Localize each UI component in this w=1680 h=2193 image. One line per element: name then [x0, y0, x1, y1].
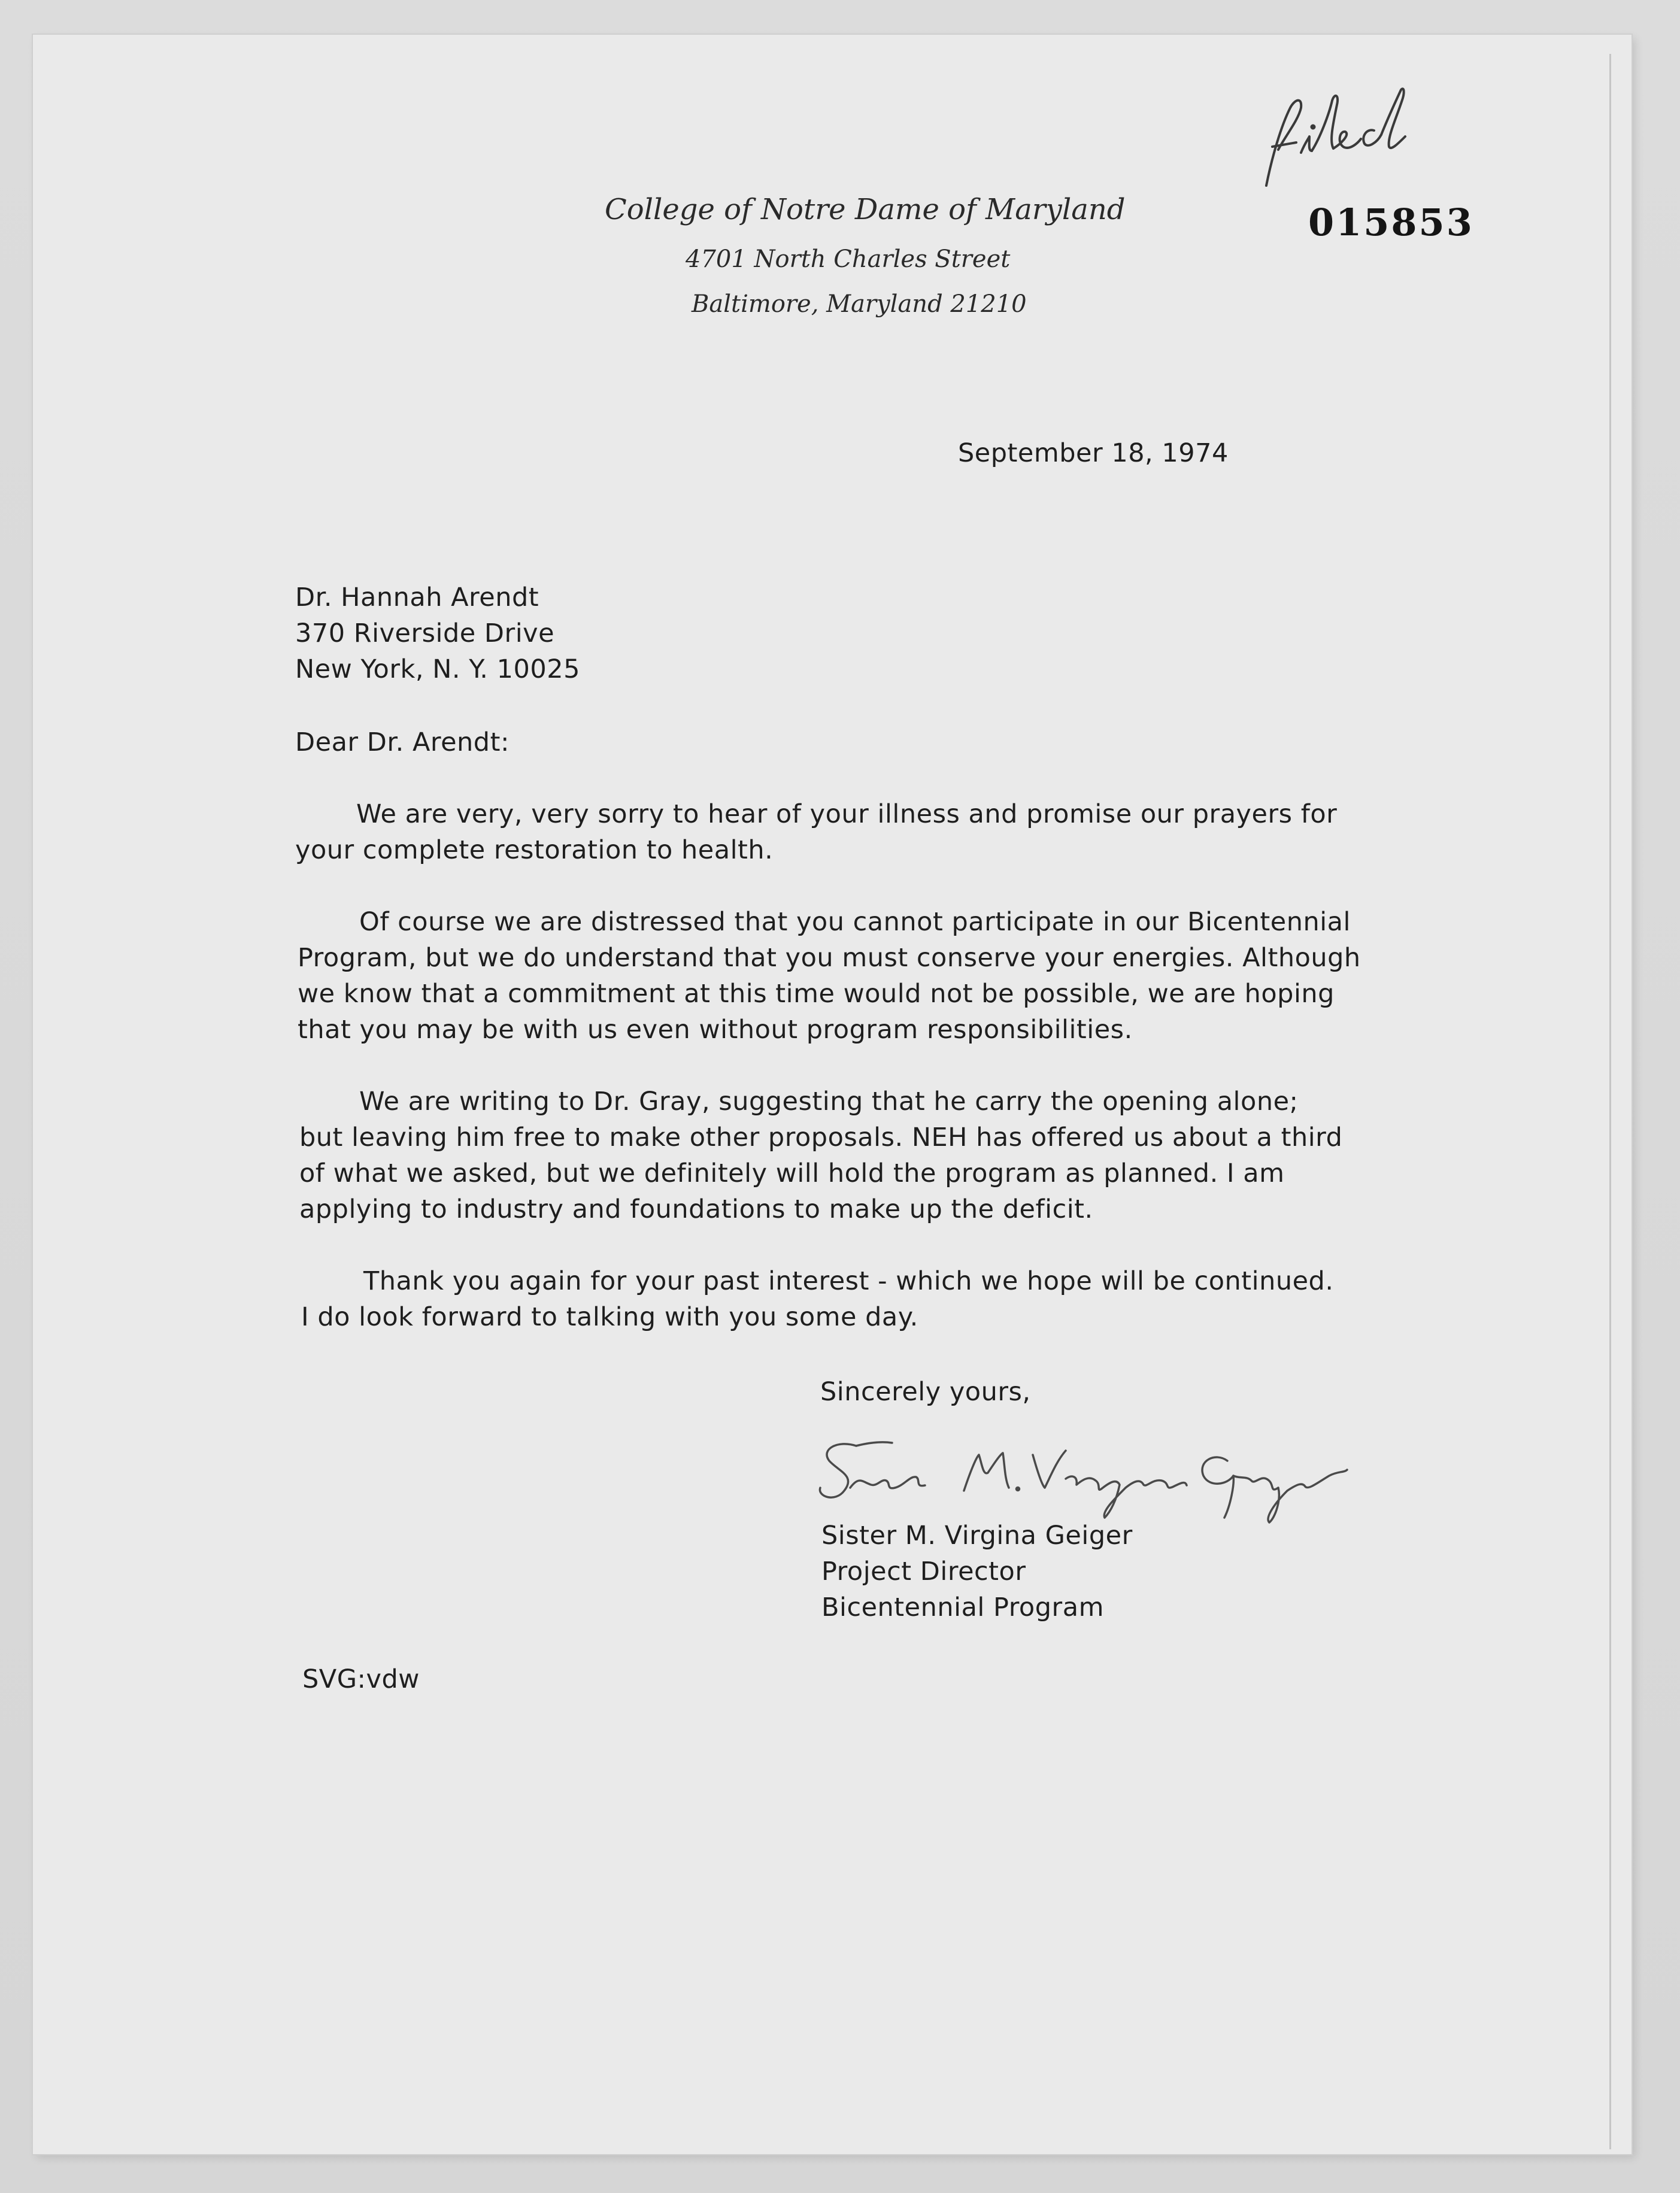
closing: Sincerely yours,	[820, 1377, 1031, 1407]
paragraph-line: your complete restoration to health.	[295, 835, 774, 865]
signer-name: Sister M. Virgina Geiger	[821, 1521, 1133, 1551]
page-edge-shadow	[1609, 54, 1611, 2149]
recipient-city: New York, N. Y. 10025	[295, 654, 580, 684]
paragraph-line: Of course we are distressed that you cannot participate in our Bicentennial	[359, 907, 1351, 937]
paragraph-line: of what we asked, but we definitely will hold the program as planned. I am	[299, 1158, 1285, 1188]
handwritten-signature	[814, 1428, 1353, 1530]
recipient-name: Dr. Hannah Arendt	[295, 583, 539, 612]
letterhead-street: 4701 North Charles Street	[686, 245, 1011, 273]
letter-date: September 18, 1974	[958, 438, 1229, 468]
paragraph-line: We are writing to Dr. Gray, suggesting that he carry the opening alone;	[359, 1087, 1299, 1117]
paragraph-line: I do look forward to talking with you some day.	[301, 1302, 918, 1332]
reference-initials: SVG:vdw	[302, 1664, 420, 1694]
paragraph-line: that you may be with us even without program responsibilities.	[298, 1015, 1133, 1045]
paragraph-line: but leaving him free to make other proposals. NEH has offered us about a third	[299, 1123, 1343, 1152]
recipient-street: 370 Riverside Drive	[295, 618, 555, 648]
paragraph-line: applying to industry and foundations to make up the deficit.	[299, 1194, 1093, 1224]
letterhead-city: Baltimore, Maryland 21210	[692, 290, 1027, 318]
filed-handwritten-note	[1254, 84, 1446, 192]
paragraph-line: We are very, very sorry to hear of your illness and promise our prayers for	[356, 799, 1338, 829]
paragraph-line: Thank you again for your past interest - which we hope will be continued.	[363, 1266, 1334, 1296]
salutation: Dear Dr. Arendt:	[295, 727, 510, 757]
signer-title: Project Director	[821, 1557, 1026, 1587]
paragraph-line: Program, but we do understand that you must conserve your energies. Although	[298, 943, 1361, 973]
archive-file-number: 015853	[1308, 201, 1474, 244]
signer-program: Bicentennial Program	[821, 1593, 1104, 1622]
paragraph-line: we know that a commitment at this time would not be possible, we are hoping	[298, 979, 1335, 1009]
letterhead-institution: College of Notre Dame of Maryland	[605, 193, 1126, 226]
